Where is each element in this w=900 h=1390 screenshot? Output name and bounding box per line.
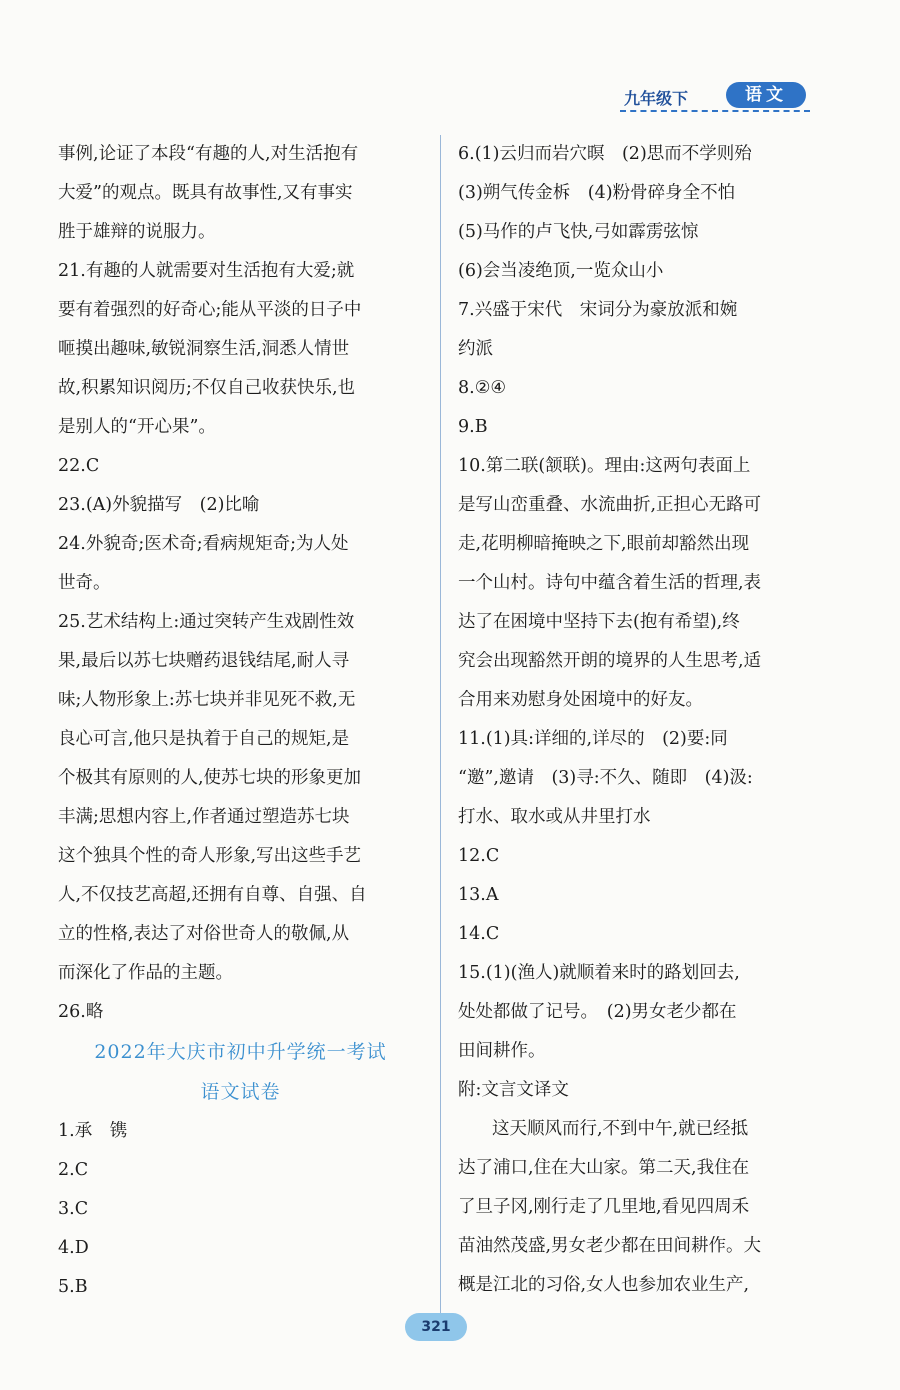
answer-line: 23.(A)外貌描写 (2)比喻 <box>58 495 260 515</box>
answer-line: 胜于雄辩的说服力。 <box>58 222 216 242</box>
answer-line: 12.C <box>458 846 500 866</box>
answer-line: 世奇。 <box>58 573 111 593</box>
answer-line: 13.A <box>458 885 499 905</box>
answer-line: 咂摸出趣味,敏锐洞察生活,洞悉人情世 <box>58 339 350 359</box>
answer-line: 21.有趣的人就需要对生活抱有大爱;就 <box>58 261 355 281</box>
answer-line: 8.②④ <box>458 378 507 398</box>
answer-line: (3)朔气传金柝 (4)粉骨碎身全不怕 <box>458 183 736 203</box>
answer-line: 个极其有原则的人,使苏七块的形象更加 <box>58 768 362 788</box>
answer-line: 约派 <box>458 339 493 359</box>
answer-line: (6)会当凌绝顶,一览众山小 <box>458 261 664 281</box>
translation-line: 苗油然茂盛,男女老少都在田间耕作。大 <box>458 1236 762 1256</box>
page-header <box>620 80 820 112</box>
answer-line: 事例,论证了本段“有趣的人,对生活抱有 <box>58 144 359 164</box>
answer-line: 22.C <box>58 456 100 476</box>
answer-line: 7.兴盛于宋代 宋词分为豪放派和婉 <box>458 300 738 320</box>
answer-line: 这个独具个性的奇人形象,写出这些手艺 <box>58 846 362 866</box>
page-number: 321 <box>405 1313 467 1341</box>
right-column <box>458 135 823 1305</box>
answer-line: 6.(1)云归而岩穴暝 (2)思而不学则殆 <box>458 144 752 164</box>
answer-line: 24.外貌奇;医术奇;看病规矩奇;为人处 <box>58 534 349 554</box>
left-column <box>58 135 423 1307</box>
header-divider <box>620 110 810 112</box>
answer-line: 是别人的“开心果”。 <box>58 417 216 437</box>
grade-label: 九年级下 <box>624 89 689 108</box>
answer-line: 究会出现豁然开朗的境界的人生思考,适 <box>458 651 762 671</box>
answer-line: 而深化了作品的主题。 <box>58 963 233 983</box>
answer-line: 故,积累知识阅历;不仅自己收获快乐,也 <box>58 378 356 398</box>
answer-line: “邀”,邀请 (3)寻:不久、随即 (4)汲: <box>458 768 753 788</box>
translation-line: 达了浦口,住在大山家。第二天,我住在 <box>458 1158 750 1178</box>
answer-line: 5.B <box>58 1277 88 1297</box>
answer-line: 11.(1)具:详细的,详尽的 (2)要:同 <box>458 729 728 749</box>
column-divider <box>440 135 441 1330</box>
answer-line: 达了在困境中坚持下去(抱有希望),终 <box>458 612 740 632</box>
answer-line: 打水、取水或从井里打水 <box>458 807 651 827</box>
answer-line: 田间耕作。 <box>458 1041 546 1061</box>
translation-line: 概是江北的习俗,女人也参加农业生产, <box>458 1275 750 1295</box>
answer-line: 要有着强烈的好奇心;能从平淡的日子中 <box>58 300 362 320</box>
exam-title: 2022年大庆市初中升学统一考试 <box>94 1041 387 1063</box>
answer-line: 立的性格,表达了对俗世奇人的敬佩,从 <box>58 924 350 944</box>
answer-line: 人,不仅技艺高超,还拥有自尊、自强、自 <box>58 885 367 905</box>
answer-line: 1.承 镌 <box>58 1121 128 1141</box>
answer-line: 良心可言,他只是执着于自己的规矩,是 <box>58 729 350 749</box>
answer-line: (5)马作的卢飞快,弓如霹雳弦惊 <box>458 222 699 242</box>
answer-line: 处处都做了记号。 (2)男女老少都在 <box>458 1002 737 1022</box>
answer-line: 附:文言文译文 <box>458 1080 569 1100</box>
answer-line: 是写山峦重叠、水流曲折,正担心无路可 <box>458 495 762 515</box>
answer-line: 合用来劝慰身处困境中的好友。 <box>458 690 703 710</box>
answer-line: 3.C <box>58 1199 89 1219</box>
subject-badge: 语文 <box>726 82 806 108</box>
translation-line: 了旦子冈,刚行走了几里地,看见四周禾 <box>458 1197 750 1217</box>
answer-line: 2.C <box>58 1160 89 1180</box>
answer-line: 4.D <box>58 1238 89 1258</box>
answer-line: 10.第二联(颔联)。理由:这两句表面上 <box>458 456 751 476</box>
answer-line: 15.(1)(渔人)就顺着来时的路划回去, <box>458 963 740 983</box>
answer-line: 果,最后以苏七块赠药退钱结尾,耐人寻 <box>58 651 350 671</box>
answer-line: 大爱”的观点。既具有故事性,又有事实 <box>58 183 353 203</box>
translation-line: 这天顺风而行,不到中午,就已经抵 <box>492 1119 749 1139</box>
answer-line: 丰满;思想内容上,作者通过塑造苏七块 <box>58 807 350 827</box>
answer-line: 一个山村。诗句中蕴含着生活的哲理,表 <box>458 573 762 593</box>
exam-subtitle: 语文试卷 <box>200 1081 281 1103</box>
answer-line: 25.艺术结构上:通过突转产生戏剧性效 <box>58 612 355 632</box>
answer-line: 味;人物形象上:苏七块并非见死不救,无 <box>58 690 356 710</box>
answer-line: 9.B <box>458 417 488 437</box>
answer-line: 26.略 <box>58 1002 104 1022</box>
answer-line: 走,花明柳暗掩映之下,眼前却豁然出现 <box>458 534 750 554</box>
answer-line: 14.C <box>458 924 500 944</box>
